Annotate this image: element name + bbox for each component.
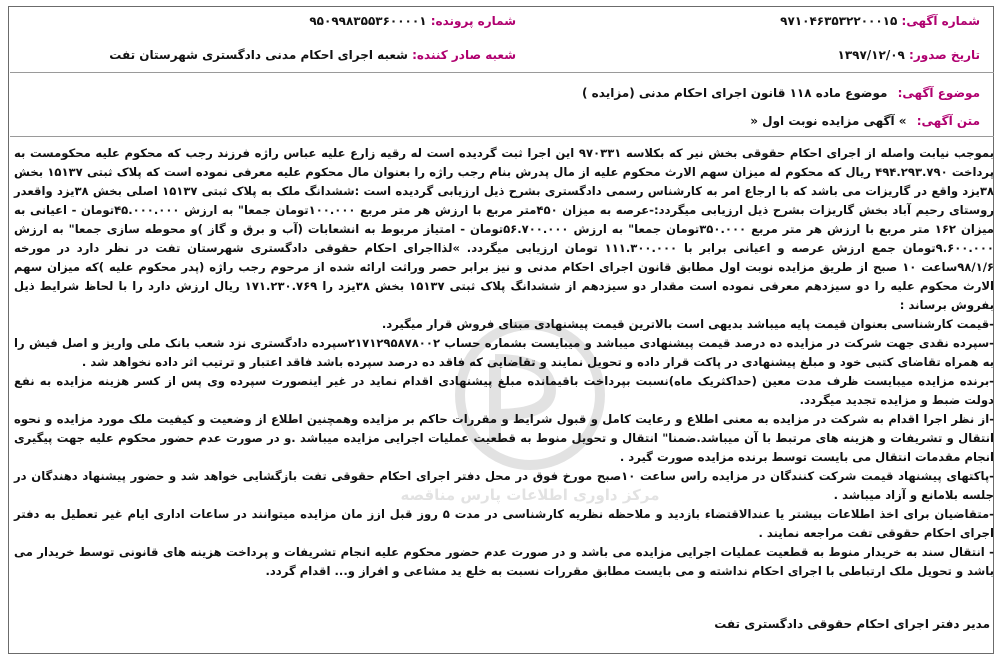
ad-number: [780, 14, 980, 28]
case-number-label: شماره پرونده:: [430, 14, 516, 28]
ad-text-title: » آگهی مزایده نوبت اول «: [750, 114, 907, 128]
ad-subject-value: موضوع ماده ۱۱۸ قانون اجرای احکام مدنی (مزایده ): [582, 86, 888, 100]
issue-date-label: تاریخ صدور:: [909, 48, 980, 62]
condition-item: -برنده مزایده میبایست ظرف مدت معین (حداکثریک ماه)نسبت بپرداخت باقیمانده مبلغ پیشنهادی اقدام نماید در غیر اینصورت سپرده وی پس از کسر هزینه مزایده به نفع دولت ضبط و مزایده تجدید میگردد.: [14, 374, 994, 407]
condition-item: -متقاضیان برای اخذ اطلاعات بیشتر یا عندالاقتضاء بازدید و ملاحظه نظریه کارشناسی در مدت ۵ روز قبل ازز مان مزایده میتوانند در ساعات اداری ایام غیر تعطیل به دفتر اجرای احکام حقوقی تفت مراجعه نمایند .: [14, 507, 994, 540]
watermark-text: مرکز داوری اطلاعات پارس مناقصه: [400, 486, 660, 504]
case-number-value: ۹۵۰۹۹۸۳۵۵۳۶۰۰۰۰۱: [309, 14, 427, 28]
ad-subject: [582, 86, 980, 100]
ad-number-label: شماره آگهی:: [901, 14, 980, 28]
ad-number-value: ۹۷۱۰۴۶۳۵۳۲۲۰۰۰۱۵: [780, 14, 898, 28]
condition-item: - انتقال سند به خریدار منوط به قطعیت عملیات اجرایی مزایده می باشد و در صورت عدم حضور محکوم علیه انجام تشریفات و پرداخت هزینه های قانونی توسط خریدار می باشد و تحویل ملک ارتباطی با اجرای احکام نداشته و می بایست مطابق مقررات نسبت به خلع ید مشاعی و افراز و... اقدام گردد.: [14, 545, 994, 578]
body-main: بموجب نیابت واصله از اجرای احکام حقوقی بخش نیر که بکلاسه ۹۷۰۳۳۱ این اجرا ثبت گردیده است له رقیه زارع علیه عباس راژه فرزند رجب که محکوم علیه محکومست به پرداخت ۴۹۴.۲۹۳.۷۹۰ ریال که محکوم له میزان سهم الارث محکوم علیه از مال پدرش بنام رجب راژه را بعنوان مال محکوم علیه معرفی نموده است که پلاک ثبتی ۱۵۱۳۷ بخش ۳۸یزد واقع در گاریزات می باشد که با ارجاع امر به کارشناس رسمی دادگستری بشرح ذیل ارزیابی گردیده است :ششدانگ ملک به پلاک ثبتی ۱۵۱۳۷ اصلی بخش ۳۸یزد واقعدر روستای رحیم آباد بخش گاریزات بشرح ذیل ارزیابی میگردد:-عرصه به میزان ۴۵۰متر مربع با ارزش هر متر مربع ۱۰۰.۰۰۰تومان جمعا" به ارزش ۴۵.۰۰۰.۰۰۰تومان - اعیانی به میزان ۱۶۲ متر مربع با ارزش هر متر مربع ۳۵۰.۰۰۰تومان جمعا" به ارزش ۵۶.۷۰۰.۰۰۰تومان - امتیاز مربوط به انشعابات (آب و برق و گاز )و محوطه سازی جمعا" به ارزش ۹.۶۰۰.۰۰۰تومان جمع ارزش عرصه و اعیانی برابر با ۱۱۱.۳۰۰.۰۰۰ تومان ارزیابی میگردد. »لذااجرای احکام حقوقی دادگستری شهرستان تفت در نظر دارد در مورخه ۹۸/۱/۶ساعت ۱۰ صبح از طریق مزایده نوبت اول مطابق قانون اجرای احکام مدنی و نیز برابر حصر وراثت ارائه شده از مرحوم رجب راژه (پدر محکوم علیه )که میزان سهم الارث محکوم علیه را دو سیزدهم معرفی نموده است مقدار دو سیزدهم از ششدانگ پلاک ثبتی ۱۵۱۳۷ بخش ۳۸یزد را ۱۷۱.۲۳۰.۷۶۹ ریال ارزش دارد را با لحاظ شرایط ذیل بفروش برساند :: [14, 146, 995, 312]
header-divider: [10, 72, 994, 73]
signature: مدیر دفتر اجرای احکام حقوقی دادگستری تفت: [714, 617, 990, 631]
condition-item: -سپرده نقدی جهت شرکت در مزایده ده درصد قیمت پیشنهادی میباشد و میبایست بشماره حساب ۲۱۷۱۲۹۵۸۷۸۰۰۲سپرده دادگستری نزد شعب بانک ملی واریز و اصل فیش را به همراه تقاضای کتبی خود و مبلغ پیشنهادی در پاکت قرار داده و تحویل نمایند و تقاضایی که فاقد ده درصد سپرده باشد فاقد اعتبار و ترتیب اثر داده نخواهد شد .: [14, 336, 994, 369]
ad-text-heading: [750, 114, 980, 128]
subject-divider: [10, 136, 994, 137]
issue-date-value: ۱۳۹۷/۱۲/۰۹: [837, 48, 905, 62]
condition-item: -پاکتهای پیشنهاد قیمت شرکت کنندگان در مزایده راس ساعت ۱۰صبح مورخ فوق در محل دفتر اجرای احکام حقوقی تفت بازگشایی خواهد شد و حضور پیشنهاد دهندگان در جلسه بلامانع و آزاد میباشد .: [14, 469, 994, 502]
ad-body: [14, 144, 994, 581]
case-number: [309, 14, 516, 28]
issue-date: [838, 48, 981, 62]
issuer: [109, 48, 516, 62]
ad-text-label: متن آگهی:: [916, 114, 980, 128]
issuer-value: شعبه اجرای احکام مدنی دادگستری شهرستان تفت: [109, 48, 408, 62]
ad-subject-label: موضوع آگهی:: [897, 86, 980, 100]
condition-item: -از نظر اجرا اقدام به شرکت در مزایده به معنی اطلاع و رعایت کامل و قبول شرایط و مقررات حاکم بر مزایده وهمچنین اطلاع از وضعیت و کیفیت ملک مورد مزایده و نحوه انتقال و تشریفات و هزینه های مرتبط با آن میباشد.ضمنا" انتقال و تحویل منوط به قطعیت عملیات اجرایی مزایده میباشد .و در صورت عدم حضور محکوم علیه جهت پیگیری انجام مقدمات انتقال می بایست توسط برنده مزایده صورت گیرد .: [14, 412, 994, 464]
issuer-label: شعبه صادر کننده:: [412, 48, 516, 62]
condition-item: -قیمت کارشناسی بعنوان قیمت پایه میباشد بدیهی است بالاترین قیمت پیشنهادی مبنای فروش قرار میگیرد.: [381, 317, 994, 331]
